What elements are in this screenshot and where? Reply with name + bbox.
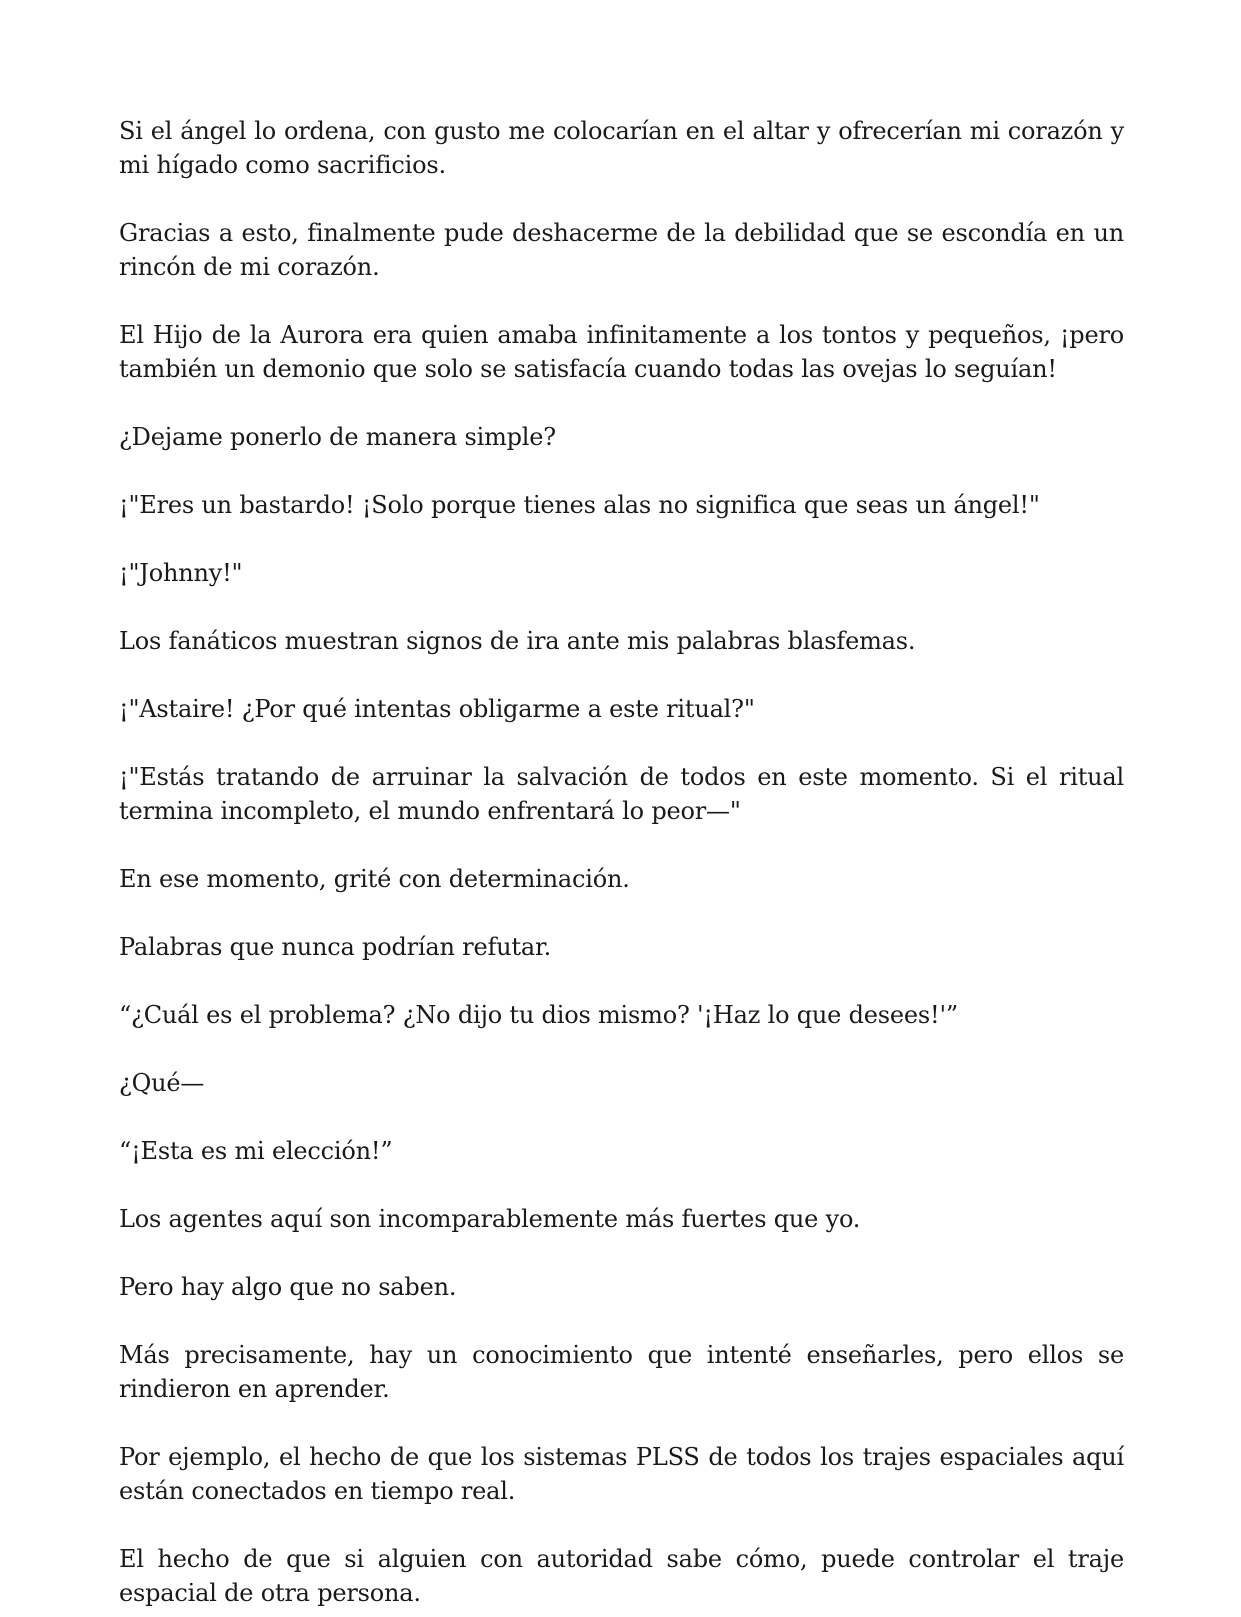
paragraph: El hecho de que si alguien con autoridad sabe cómo, puede controlar el traje espacial de otra persona.	[119, 1545, 1124, 1607]
paragraph: “¿Cuál es el problema? ¿No dijo tu dios mismo? '¡Haz lo que desees!'”	[119, 1001, 958, 1029]
paragraph: ¡"Estás tratando de arruinar la salvación de todos en este momento. Si el ritual termina incompleto, el mundo enfrentará lo peor—"	[119, 763, 1124, 825]
paragraph: ¡"Johnny!"	[119, 559, 243, 587]
document-body	[119, 114, 1124, 1617]
paragraph: Por ejemplo, el hecho de que los sistemas PLSS de todos los trajes espaciales aquí están conectados en tiempo real.	[119, 1443, 1124, 1505]
paragraph: Gracias a esto, finalmente pude deshacerme de la debilidad que se escondía en un rincón de mi corazón.	[119, 219, 1124, 281]
paragraph: Si el ángel lo ordena, con gusto me colocarían en el altar y ofrecerían mi corazón y mi hígado como sacrificios.	[119, 117, 1124, 179]
paragraph: “¡Esta es mi elección!”	[119, 1137, 393, 1165]
paragraph: Palabras que nunca podrían refutar.	[119, 933, 552, 961]
paragraph: Los fanáticos muestran signos de ira ante mis palabras blasfemas.	[119, 627, 916, 655]
paragraph: Pero hay algo que no saben.	[119, 1273, 457, 1301]
paragraph: ¿Qué—	[119, 1069, 205, 1097]
paragraph: Más precisamente, hay un conocimiento que intenté enseñarles, pero ellos se rindieron en aprender.	[119, 1341, 1124, 1403]
paragraph: El Hijo de la Aurora era quien amaba infinitamente a los tontos y pequeños, ¡pero también un demonio que solo se satisfacía cuando todas las ovejas lo seguían!	[119, 321, 1124, 383]
paragraph: ¡"Astaire! ¿Por qué intentas obligarme a este ritual?"	[119, 695, 755, 723]
paragraph: ¡"Eres un bastardo! ¡Solo porque tienes alas no significa que seas un ángel!"	[119, 491, 1040, 519]
paragraph: En ese momento, grité con determinación.	[119, 865, 630, 893]
paragraph: ¿Dejame ponerlo de manera simple?	[119, 423, 556, 451]
paragraph: Los agentes aquí son incomparablemente más fuertes que yo.	[119, 1205, 861, 1233]
